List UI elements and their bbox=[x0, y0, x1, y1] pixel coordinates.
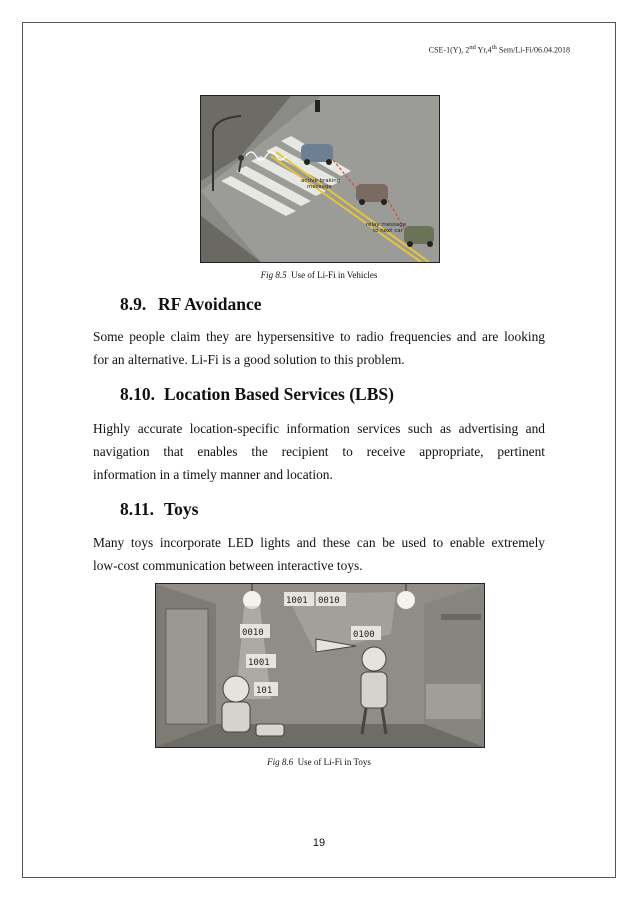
code-label-6: 0100 bbox=[353, 630, 375, 640]
paragraph-rf-avoidance: Some people claim they are hypersensitive to radio frequencies and are looking for an alternative. Li-Fi is a good solution to this problem. bbox=[93, 329, 545, 367]
code-label-2: 0010 bbox=[318, 596, 340, 606]
label-relay-message: relay message bbox=[366, 222, 407, 228]
label-active-braking: active braking bbox=[301, 178, 341, 184]
label-message: message bbox=[307, 184, 332, 190]
heading-rf-avoidance: 8.9. RF Avoidance bbox=[120, 294, 262, 314]
code-label-1: 1001 bbox=[286, 596, 308, 606]
page-number: 19 bbox=[312, 837, 326, 849]
label-to-next-car: to next car bbox=[373, 228, 403, 234]
heading-toys: 8.11. Toys bbox=[120, 499, 199, 519]
caption-fig-8-5: Fig 8.5 Use of Li-Fi in Vehicles bbox=[260, 270, 378, 280]
toys-illustration bbox=[156, 584, 484, 747]
vehicles-illustration bbox=[201, 96, 439, 262]
figure-vehicles bbox=[200, 95, 440, 263]
paragraph-toys: Many toys incorporate LED lights and these can be used to enable extremely low-cost communication between interactive toys. bbox=[93, 535, 545, 573]
code-label-4: 1001 bbox=[248, 658, 270, 668]
caption-fig-8-6: Fig 8.6 Use of Li-Fi in Toys bbox=[267, 757, 371, 767]
heading-lbs: 8.10. Location Based Services (LBS) bbox=[120, 384, 394, 404]
running-header: CSE-1(Y), 2nd Yr,4th Sem/Li-Fi/06.04.2018 bbox=[428, 44, 570, 55]
figure-toys bbox=[155, 583, 485, 748]
code-label-5: 101 bbox=[256, 686, 273, 696]
paragraph-lbs: Highly accurate location-specific information services such as advertising and navigation that enables the recipient to receive appropriate, pertinent information in a timely manner and location. bbox=[93, 421, 545, 482]
code-label-3: 0010 bbox=[242, 628, 264, 638]
